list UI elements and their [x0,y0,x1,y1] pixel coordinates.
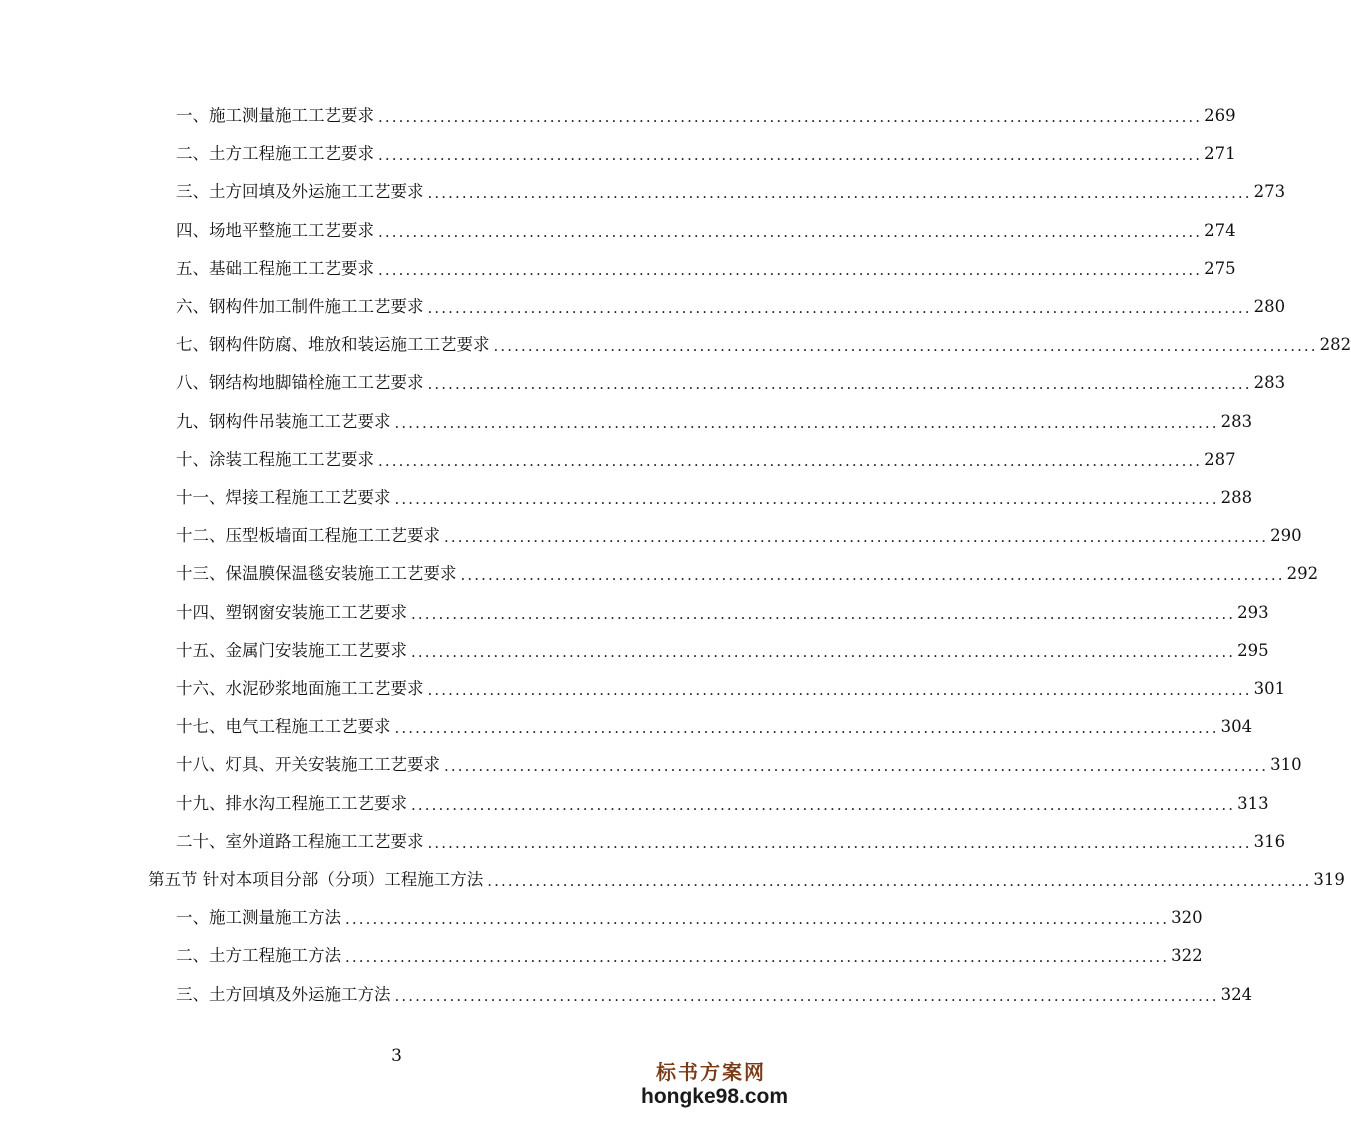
site-watermark [641,1060,789,1110]
toc-entry[interactable] [176,178,1286,203]
toc-entry[interactable] [176,790,1269,814]
toc-entry-title: 一、施工测量施工工艺要求 [176,106,374,125]
toc-leader-dots: ........................................................................................................................ [394,719,1219,738]
toc-entry[interactable] [176,446,1236,470]
toc-entry-page: 290 [1270,526,1302,546]
toc-entry-title: 十五、金属门安装施工工艺要求 [176,640,407,660]
toc-entry[interactable] [176,331,1351,356]
toc-entry-title: 二、土方工程施工工艺要求 [176,144,374,164]
toc-entry[interactable] [176,140,1236,165]
toc-leader-dots: ........................................................................................................................ [427,833,1252,852]
toc-entry[interactable] [176,217,1236,241]
toc-leader-dots: ........................................................................................................................ [427,375,1252,394]
toc-entry[interactable] [176,828,1286,852]
toc-entry-page: 295 [1237,640,1269,660]
toc-entry-title: 九、钢构件吊装施工工艺要求 [176,411,391,431]
toc-entry-page: 322 [1171,946,1203,966]
toc-entry[interactable] [176,981,1253,1005]
toc-entry[interactable] [176,751,1302,776]
toc-entry-title: 六、钢构件加工制件施工工艺要求 [176,297,424,316]
toc-leader-dots: ........................................................................................................................ [378,146,1203,165]
toc-entry[interactable] [176,637,1269,661]
toc-entry-title: 二、土方工程施工方法 [176,946,341,966]
toc-entry[interactable] [176,484,1253,508]
toc-leader-dots: ........................................................................................................................ [444,757,1269,776]
toc-leader-dots: ........................................................................................................................ [427,299,1252,317]
toc-leader-dots: ........................................................................................................................ [378,108,1203,126]
toc-entry-page: 275 [1204,258,1236,278]
toc-leader-dots: ........................................................................................................................ [378,451,1203,470]
toc-leader-dots: ........................................................................................................................ [460,566,1285,585]
toc-entry-title: 十一、焊接工程施工工艺要求 [176,488,391,507]
toc-entry[interactable] [176,102,1236,126]
toc-entry-page: 274 [1204,220,1236,240]
toc-leader-dots: ........................................................................................................................ [378,260,1203,279]
toc-leader-dots: ........................................................................................................................ [487,872,1312,890]
toc-entry[interactable] [176,599,1269,623]
toc-entry[interactable] [176,904,1203,929]
toc-entry-page: 310 [1270,755,1302,775]
watermark-url: hongke98.com [641,1085,789,1108]
toc-entry-title: 二十、室外道路工程施工工艺要求 [176,831,424,851]
toc-entry-title: 一、施工测量施工方法 [176,908,341,928]
toc-entry-page: 288 [1220,488,1253,507]
toc-entry-title: 第五节 针对本项目分部（分项）工程施工方法 [148,870,484,889]
toc-entry-page: 301 [1253,679,1286,698]
toc-leader-dots: ........................................................................................................................ [411,795,1236,814]
toc-leader-dots: ........................................................................................................................ [427,681,1252,699]
toc-leader-dots: ........................................................................................................................ [394,413,1219,432]
toc-entry-page: 324 [1220,984,1253,1004]
toc-entry-page: 320 [1171,908,1203,928]
toc-entry-page: 280 [1253,297,1286,316]
toc-leader-dots: ........................................................................................................................ [493,337,1318,356]
toc-entry-title: 十七、电气工程施工工艺要求 [176,717,391,737]
toc-entry-title: 十三、保温膜保温毯安装施工工艺要求 [176,564,457,584]
toc-section-heading[interactable] [148,866,1345,890]
toc-entry[interactable] [176,293,1286,317]
toc-entry-title: 五、基础工程施工工艺要求 [176,258,374,278]
toc-entry-page: 287 [1204,449,1236,469]
toc-leader-dots: ........................................................................................................................ [411,642,1236,661]
toc-entry-page: 313 [1237,793,1269,813]
toc-entry-page: 283 [1253,373,1286,393]
toc-entry-page: 304 [1220,717,1253,737]
watermark-name: 标书方案网 [656,1060,766,1084]
toc-entry[interactable] [176,408,1253,432]
toc-entry[interactable] [176,713,1253,738]
toc-entry-page: 273 [1253,182,1286,202]
toc-entry-title: 十九、排水沟工程施工工艺要求 [176,793,407,813]
page-number: 3 [391,1046,402,1066]
toc-entry-page: 271 [1204,144,1236,164]
toc-entry[interactable] [176,942,1203,967]
toc-leader-dots: ........................................................................................................................ [427,184,1252,203]
toc-entry-title: 七、钢构件防腐、堆放和装运施工工艺要求 [176,335,490,355]
toc-entry[interactable] [176,255,1236,279]
toc-leader-dots: ........................................................................................................................ [394,986,1219,1005]
toc-entry-title: 十六、水泥砂浆地面施工工艺要求 [176,679,424,698]
toc-entry-page: 269 [1204,106,1236,125]
toc-entry-title: 三、土方回填及外运施工工艺要求 [176,182,424,202]
toc-entry-title: 十二、压型板墙面工程施工工艺要求 [176,526,440,546]
toc-entry[interactable] [176,675,1286,699]
toc-leader-dots: ........................................................................................................................ [444,528,1269,547]
toc-entry-page: 282 [1319,335,1351,355]
toc-entry-page: 316 [1253,831,1286,851]
toc-entry-page: 319 [1313,870,1345,889]
toc-leader-dots: ........................................................................................................................ [378,222,1203,241]
toc-entry[interactable] [176,560,1319,585]
toc-entry-title: 四、场地平整施工工艺要求 [176,220,374,240]
toc-entry-page: 283 [1220,411,1253,431]
toc-entry-title: 十四、塑钢窗安装施工工艺要求 [176,602,407,622]
toc-entry-title: 三、土方回填及外运施工方法 [176,984,391,1004]
toc-leader-dots: ........................................................................................................................ [345,948,1170,967]
toc-entry-title: 十八、灯具、开关安装施工工艺要求 [176,755,440,775]
toc-leader-dots: ........................................................................................................................ [345,910,1170,929]
toc-entry[interactable] [176,369,1286,394]
toc-entry-page: 293 [1237,602,1269,622]
toc-entry-title: 八、钢结构地脚锚栓施工工艺要求 [176,373,424,393]
toc-leader-dots: ........................................................................................................................ [394,490,1219,508]
toc-entry-title: 十、涂装工程施工工艺要求 [176,449,374,469]
toc-entry[interactable] [176,522,1302,547]
toc-leader-dots: ........................................................................................................................ [411,604,1236,623]
toc-entry-page: 292 [1286,564,1319,584]
